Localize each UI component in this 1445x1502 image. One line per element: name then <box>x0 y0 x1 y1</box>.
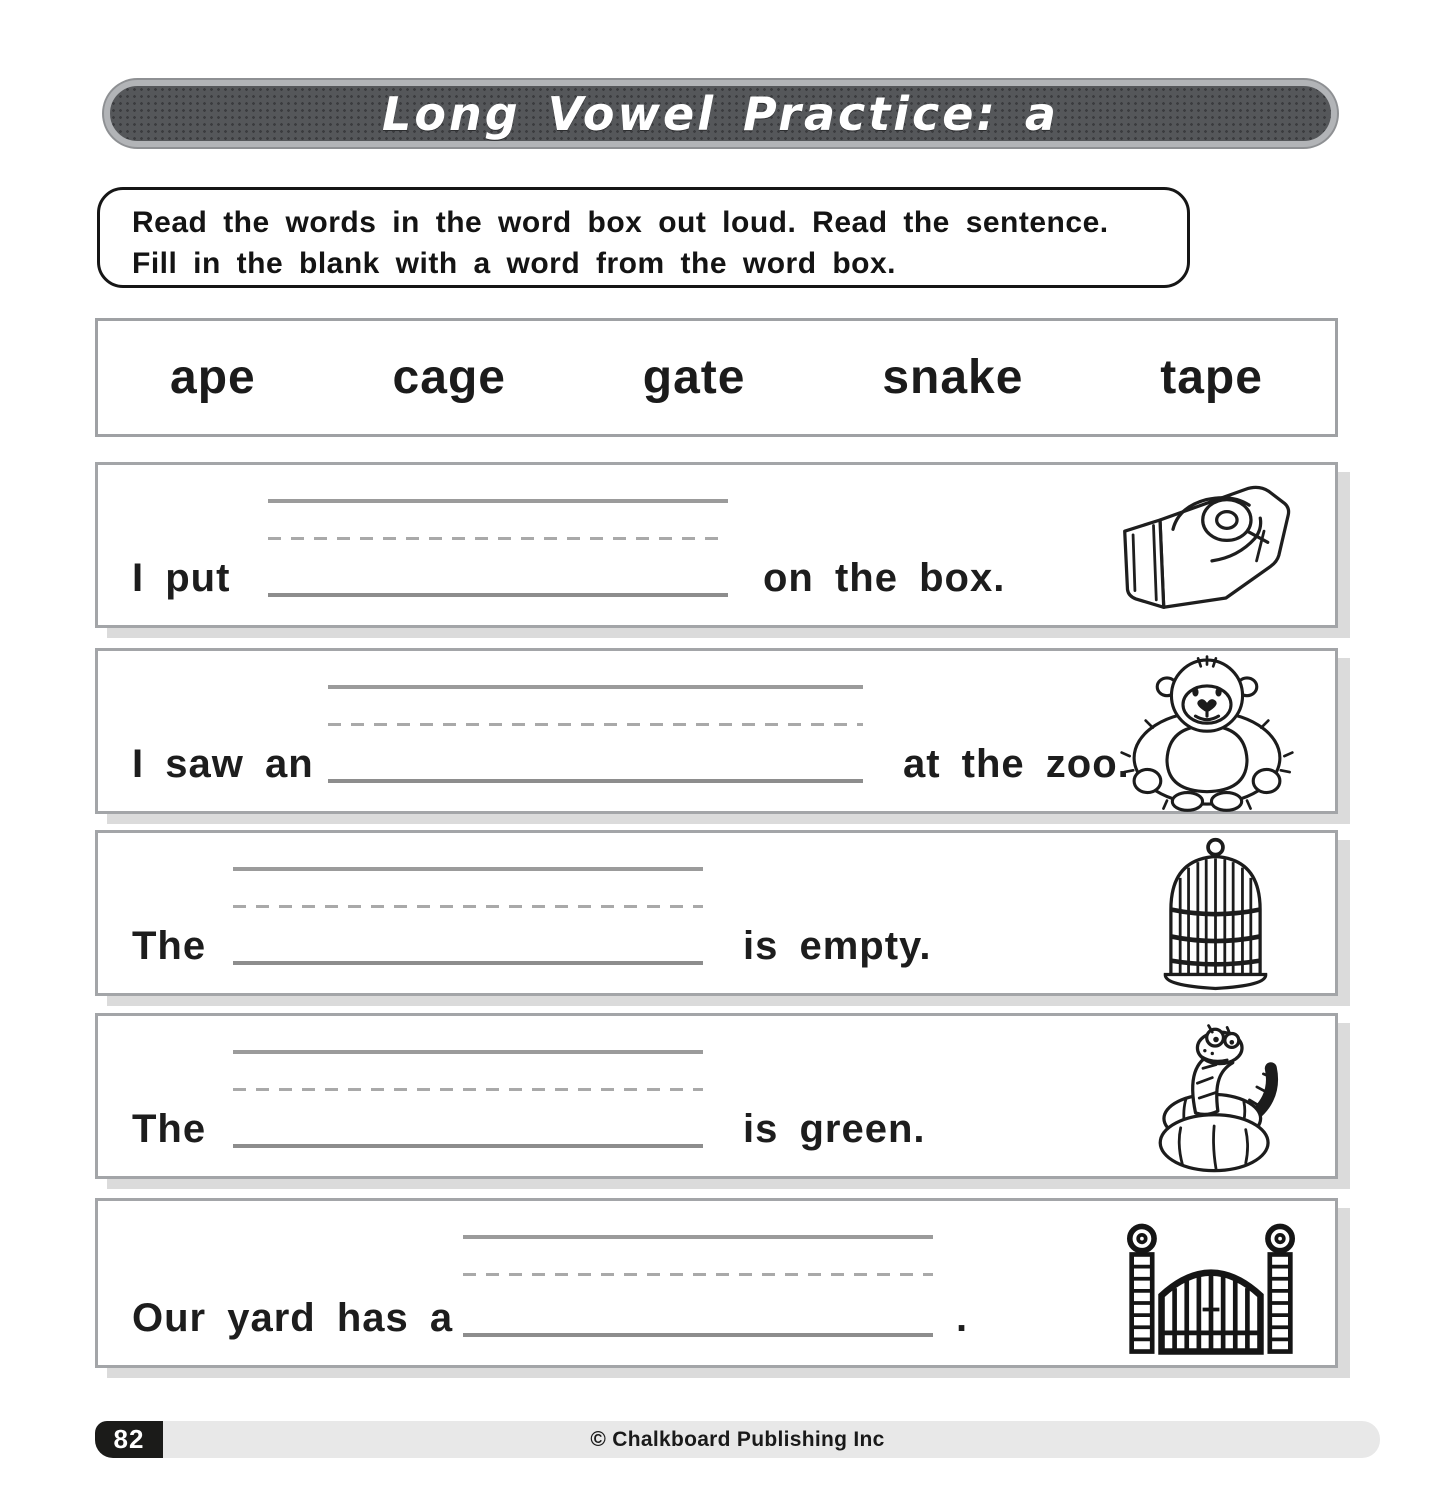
tape-dispenser-illustration <box>1108 471 1303 621</box>
gate-icon <box>1111 1219 1311 1359</box>
sentence-start: The <box>132 924 207 968</box>
sentence-start: I put <box>132 556 231 600</box>
sentence-start: Our yard has a <box>132 1296 454 1340</box>
tape-dispenser-icon <box>1108 471 1303 621</box>
title-banner <box>104 80 1337 147</box>
answer-blank-line[interactable] <box>328 779 863 783</box>
word-box-word-ape: ape <box>170 351 256 404</box>
sentence-end: on the box. <box>763 556 1006 600</box>
instruction-line-2: Fill in the blank with a word from the word box. <box>132 247 897 280</box>
sentence-start: I saw an <box>132 742 314 786</box>
ape-icon <box>1107 653 1307 813</box>
page-title: Long Vowel Practice: a <box>382 86 1059 141</box>
copyright-text: © Chalkboard Publishing Inc <box>590 1427 885 1451</box>
handwriting-guide-middle <box>463 1273 933 1276</box>
instruction-line-1: Read the words in the word box out loud. Read the sentence. <box>132 206 1109 239</box>
page-number: 82 <box>113 1424 145 1454</box>
ape-illustration <box>1107 653 1307 813</box>
handwriting-guide-top <box>268 499 728 503</box>
exercise-row-cage <box>95 830 1338 996</box>
instruction-box <box>97 187 1190 288</box>
gate-illustration <box>1111 1219 1311 1359</box>
word-box <box>95 318 1338 437</box>
handwriting-guide-top <box>463 1235 933 1239</box>
sentence-end: is green. <box>743 1107 926 1151</box>
exercise-row-ape <box>95 648 1338 814</box>
answer-blank-line[interactable] <box>233 1144 703 1148</box>
answer-blank-line[interactable] <box>233 961 703 965</box>
sentence-end: is empty. <box>743 924 932 968</box>
exercise-row-snake <box>95 1013 1338 1179</box>
sentence-end: . <box>956 1296 969 1340</box>
answer-blank-line[interactable] <box>268 593 728 597</box>
exercise-row-tape <box>95 462 1338 628</box>
word-box-word-tape: tape <box>1160 351 1263 404</box>
footer-bar <box>95 1421 1380 1458</box>
snake-icon <box>1141 1020 1291 1178</box>
handwriting-guide-middle <box>328 723 863 726</box>
exercise-row-gate <box>95 1198 1338 1368</box>
sentence-end: at the zoo. <box>903 742 1130 786</box>
word-box-word-cage: cage <box>392 351 506 404</box>
snake-illustration <box>1141 1020 1291 1178</box>
word-box-word-gate: gate <box>642 351 746 404</box>
birdcage-illustration <box>1148 837 1283 995</box>
handwriting-guide-middle <box>233 1088 703 1091</box>
handwriting-guide-middle <box>233 905 703 908</box>
handwriting-guide-top <box>328 685 863 689</box>
handwriting-guide-top <box>233 1050 703 1054</box>
handwriting-guide-top <box>233 867 703 871</box>
word-box-word-snake: snake <box>882 351 1024 404</box>
sentence-start: The <box>132 1107 207 1151</box>
birdcage-icon <box>1148 837 1283 995</box>
handwriting-guide-middle <box>268 537 728 540</box>
answer-blank-line[interactable] <box>463 1333 933 1337</box>
